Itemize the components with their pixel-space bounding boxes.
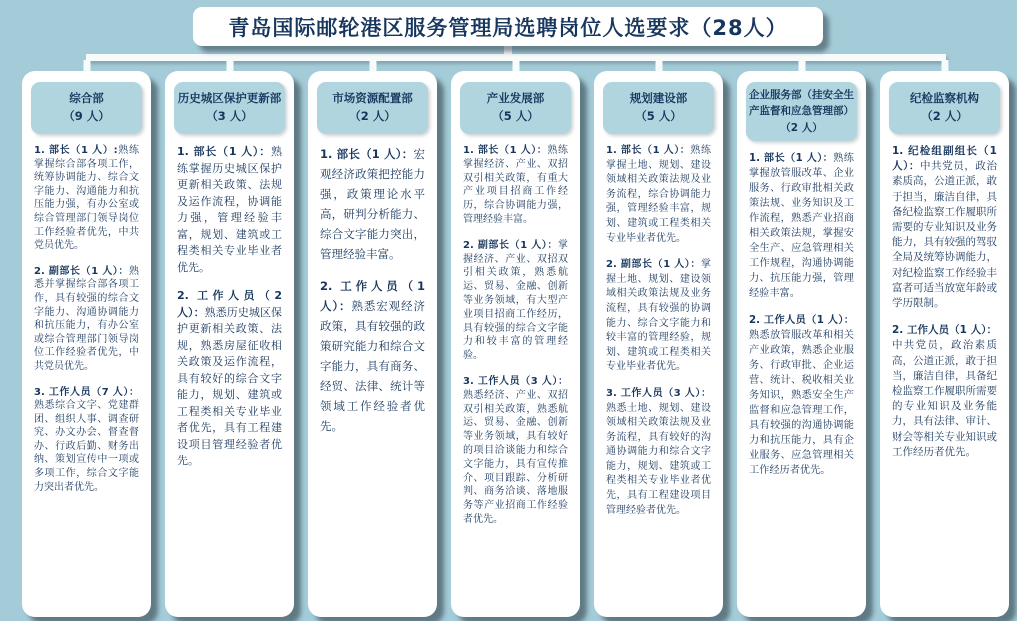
department-requirements bbox=[174, 134, 285, 470]
requirement-item-text: 宏观经济政策把控能力强，政策理论水平高，研判分析能力、综合文字能力突出，管理经验丰富。 bbox=[320, 147, 425, 261]
requirement-item-text: 熟悉放管服改革和相关产业政策，熟悉企业服务、行政审批、企业运营、统计、税收相关业务知识，熟悉安全生产监督和应急管理工作，具有较强的沟通协调能力和抗压能力，具有企业服务、应急管理相关工作经历者优先。 bbox=[749, 329, 854, 476]
requirement-item-text: 熟练掌握土地、规划、建设领域相关政策法规及业务流程，综合协调能力强，管理经验丰富，规划、建筑或工程类相关专业毕业者优先。 bbox=[606, 145, 711, 244]
requirement-item-label: 1. 部长（1 人）： bbox=[463, 145, 548, 156]
requirement-item-text: 掌握经济、产业、双招双引相关政策，熟悉航运、贸易、金融、创新等业务领域，有大型产业项目招商工作经历，具有较强的综合文字能力和较丰富的管理经验。 bbox=[463, 239, 568, 362]
requirement-item-label: 2. 副部长（1 人）： bbox=[463, 239, 558, 251]
requirement-item bbox=[463, 239, 568, 363]
department-header bbox=[317, 82, 428, 134]
requirement-item-text: 中共党员，政治素质高，公道正派，敢于担当，廉洁自律，具备纪检监察工作履职所需要的专业知识及业务能力，具有较强的驾驭全局及统筹协调能力，对纪检监察工作经验丰富者可适当放宽年龄或学历限制。 bbox=[892, 160, 997, 310]
requirement-item bbox=[606, 387, 711, 518]
connector-column-stub bbox=[798, 60, 805, 72]
department-card bbox=[165, 71, 294, 617]
requirement-item-text: 掌握土地、规划、建设领域相关政策法规及业务流程，具有较强的协调能力、综合文字能力和较丰富的管理经验，规划、建筑或工程类相关专业毕业者优先。 bbox=[606, 259, 711, 373]
requirement-item bbox=[749, 151, 854, 301]
department-header bbox=[889, 82, 1000, 134]
requirement-item bbox=[463, 375, 568, 527]
requirement-item-label: 1. 部长（1 人）: bbox=[34, 145, 118, 156]
department-count: （5 人） bbox=[492, 109, 539, 123]
requirement-item-text: 熟练掌握经济、产业、双招双引相关政策，有重大产业项目招商工作经历，综合协调能力强，管理经验丰富。 bbox=[463, 145, 568, 225]
department-requirements bbox=[889, 134, 1000, 460]
requirement-item-label: 1. 纪检组副组长（1 人）： bbox=[892, 145, 997, 173]
requirement-item-text: 熟悉经济、产业、双招双引相关政策，熟悉航运、贸易、金融、创新等业务领域，具有较好的项目洽谈能力和综合文字能力，具有宣传推介、项目跟踪、分析研判、商务洽谈、落地服务等产业招商工作经验者优先。 bbox=[463, 389, 568, 525]
connector-column-stub bbox=[655, 60, 662, 72]
requirement-item-label: 2. 副部长（1 人）： bbox=[34, 265, 129, 277]
requirement-item-text: 熟练掌握放管服改革、企业服务、行政审批相关政策法规、业务知识及工作流程，熟悉产业招商相关政策法规，掌握安全生产、应急管理相关工作规程，沟通协调能力、抗压能力强，管理经验丰富。 bbox=[749, 152, 854, 299]
requirement-item-label: 3. 工作人员（3 人）： bbox=[463, 375, 568, 387]
department-requirements bbox=[746, 141, 857, 478]
requirement-item-label: 2. 工作人员（1 人）： bbox=[320, 279, 425, 313]
requirement-item bbox=[892, 323, 997, 460]
department-name: 企业服务部（挂安全生产监督和应急管理部） bbox=[749, 89, 854, 118]
department-header bbox=[31, 82, 142, 134]
requirement-item-label: 1. 部长（1 人）： bbox=[749, 152, 834, 164]
requirement-item bbox=[34, 386, 139, 495]
requirement-item-text: 熟练掌握综合部各项工作，统筹协调能力、综合文字能力、沟通能力和抗压能力强，有办公室或综合管理部门领导岗位工作经验者优先，中共党员优先。 bbox=[34, 145, 139, 252]
department-name: 综合部 bbox=[69, 91, 104, 106]
department-count: （5 人） bbox=[635, 109, 682, 123]
requirement-item bbox=[34, 144, 139, 253]
department-name: 纪检监察机构 bbox=[910, 91, 979, 106]
department-header bbox=[746, 82, 857, 141]
requirement-item bbox=[606, 258, 711, 375]
requirement-item bbox=[463, 144, 568, 227]
requirement-item-label: 1. 部长（1 人）： bbox=[177, 145, 271, 158]
requirement-item-label: 2. 工作人员（1 人）： bbox=[892, 324, 997, 337]
requirement-item bbox=[320, 144, 425, 264]
department-count: （9 人） bbox=[63, 109, 110, 123]
department-count: （2 人） bbox=[780, 121, 823, 134]
department-requirements bbox=[460, 134, 571, 527]
requirement-item bbox=[320, 276, 425, 436]
requirement-item-text: 熟悉综合文字、党建群团、组织人事、调查研究、办文办会、督查督办、行政后勤、财务出纳、策划宣传中一项或多项工作，综合文字能力突出者优先。 bbox=[34, 400, 139, 493]
department-requirements bbox=[31, 134, 142, 494]
requirement-item-text: 熟悉并掌握综合部各项工作，具有较强的综合文字能力、沟通协调能力和抗压能力，有办公室或综合管理部门领导岗位工作经验者优先，中共党员优先。 bbox=[34, 265, 139, 372]
departments-row bbox=[22, 71, 1009, 617]
requirement-item-text: 熟悉土地、规划、建设领域相关政策法规及业务流程，具有较好的沟通协调能力和综合文字能力，规划、建筑或工程类相关专业毕业者优先，具有工程建设项目管理经验者优先。 bbox=[606, 402, 711, 516]
connector-column-stub bbox=[941, 60, 948, 72]
requirement-item bbox=[892, 144, 997, 311]
requirement-item bbox=[749, 313, 854, 478]
department-header bbox=[603, 82, 714, 134]
connector-column-stub bbox=[369, 60, 376, 72]
requirement-item-text: 熟悉历史城区保护更新相关政策、法规，熟悉房屋征收相关政策及运作流程，具有较好的综合文字能力，规划、建筑或工程类相关专业毕业者优先，具有工程建设项目管理经验者优先。 bbox=[177, 305, 283, 467]
department-card bbox=[22, 71, 151, 617]
department-requirements bbox=[603, 134, 714, 518]
requirement-item-label: 1. 部长（1 人）： bbox=[606, 145, 691, 156]
department-name: 产业发展部 bbox=[486, 91, 545, 106]
department-count: （2 人） bbox=[921, 109, 968, 123]
department-count: （2 人） bbox=[349, 109, 396, 123]
department-name: 规划建设部 bbox=[629, 91, 688, 106]
requirement-item bbox=[177, 144, 282, 276]
requirement-item-label: 3. 工作人员（7 人）： bbox=[34, 386, 139, 398]
requirement-item-label: 2. 副部长（1 人）： bbox=[606, 259, 701, 271]
requirement-item-text: 中共党员，政治素质高，公道正派，敢于担当，廉洁自律，具备纪检监察工作履职所需要的专业知识及业务能力，具有法律、审计、财会等相关专业知识或工作经历者优先。 bbox=[892, 339, 997, 458]
chart-title: 青岛国际邮轮港区服务管理局选聘岗位人选要求（28人） bbox=[228, 15, 788, 40]
connector-column-stub bbox=[83, 60, 90, 72]
requirement-item-label: 2. 工作人员（2 人）： bbox=[177, 289, 282, 319]
department-card bbox=[737, 71, 866, 617]
department-header bbox=[174, 82, 285, 134]
department-count: （3 人） bbox=[206, 109, 253, 123]
connector-column-stub bbox=[226, 60, 233, 72]
department-card bbox=[880, 71, 1009, 617]
department-card bbox=[308, 71, 437, 617]
department-header bbox=[460, 82, 571, 134]
requirement-item-label: 3. 工作人员（3 人）： bbox=[606, 387, 711, 399]
chart-title-box bbox=[193, 7, 823, 46]
department-requirements bbox=[317, 134, 428, 436]
requirement-item-label: 1. 部长（1 人）： bbox=[320, 147, 414, 161]
requirement-item bbox=[34, 265, 139, 374]
requirement-item-text: 熟练掌握历史城区保护更新相关政策、法规及运作流程，协调能力强，管理经验丰富，规划、建筑或工程类相关专业毕业者优先。 bbox=[177, 145, 282, 274]
requirement-item bbox=[606, 144, 711, 246]
department-card bbox=[594, 71, 723, 617]
department-card bbox=[451, 71, 580, 617]
requirement-item bbox=[177, 288, 282, 470]
connector-column-stub bbox=[512, 60, 519, 72]
requirement-item-label: 2. 工作人员（1 人）： bbox=[749, 314, 854, 326]
requirement-item-text: 熟悉宏观经济政策，具有较强的政策研究能力和综合文字能力，具有商务、经贸、法律、统计等领域工作经验者优先。 bbox=[320, 299, 425, 433]
department-name: 历史城区保护更新部 bbox=[177, 91, 282, 106]
department-name: 市场资源配置部 bbox=[332, 91, 413, 106]
